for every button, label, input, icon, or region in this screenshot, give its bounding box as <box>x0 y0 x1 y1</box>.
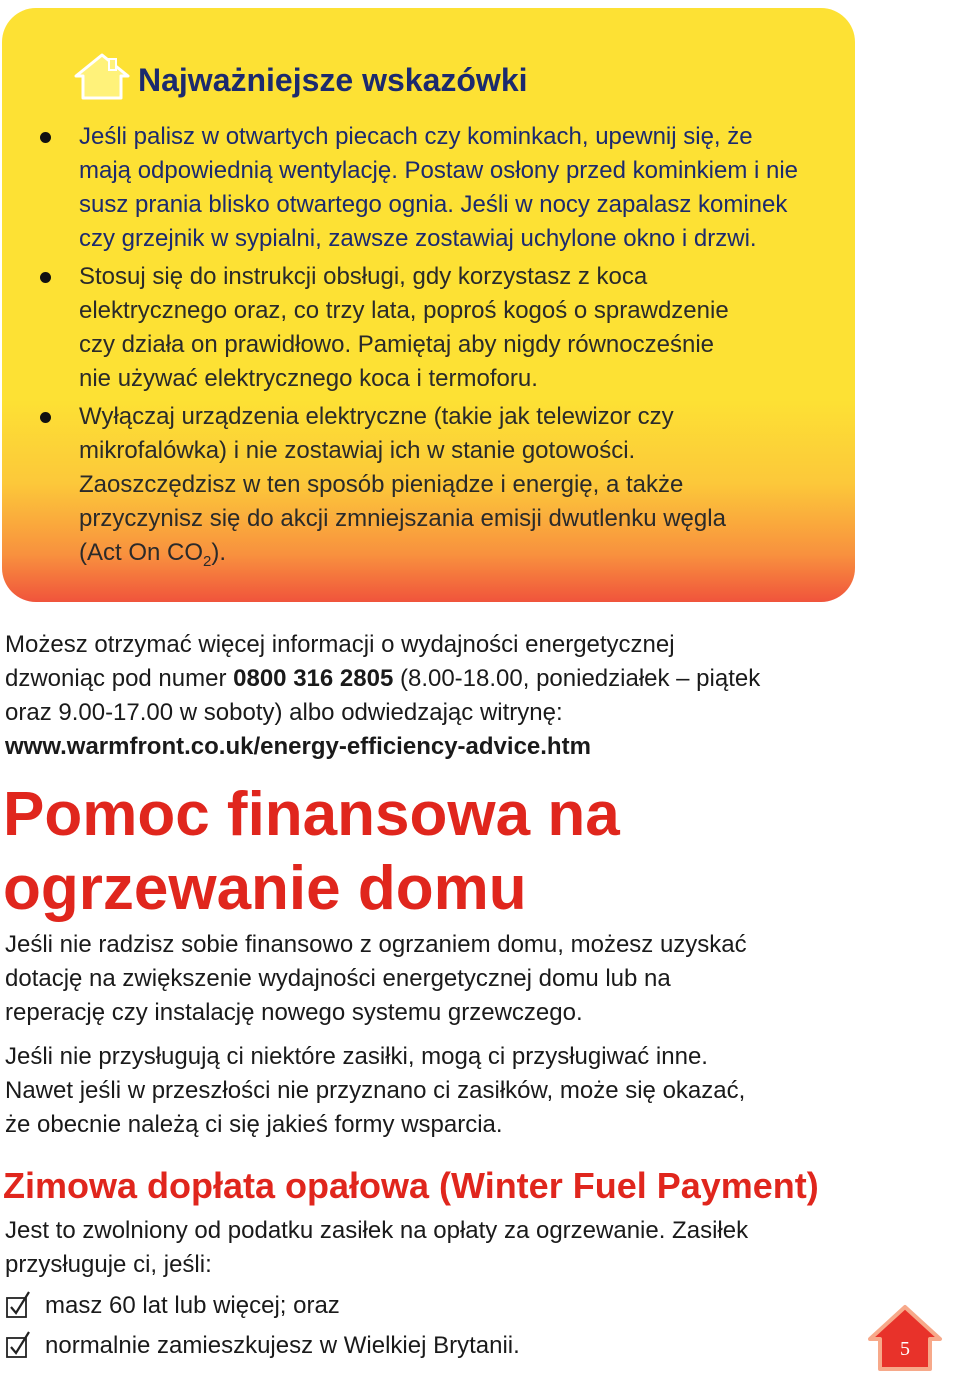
winter-fuel-heading: Zimowa dopłata opałowa (Winter Fuel Payment) <box>3 1165 819 1206</box>
financial-paragraph-2: Jeśli nie przysługują ci niektóre zasiłki, mogą ci przysługiwać inne. Nawet jeśli w przeszłości nie przyznano ci zasiłków, może się okazać, że obecnie należą ci się jakieś formy wsparcia. <box>5 1043 746 1138</box>
financial-paragraph-1: Jeśli nie radzisz sobie finansowo z ogrzaniem domu, możesz uzyskać dotację na zwiększenie wydajności energetycznej domu lub na reperację czy instalację nowego systemu grzewczego. <box>5 931 747 1026</box>
tip-item-electric-blanket: Stosuj się do instrukcji obsługi, gdy korzystasz z koca elektrycznego oraz, co trzy lata, poproś kogoś o sprawdzenie czy działa on prawidłowo. Pamiętaj aby nigdy równocześnie nie używać elektrycznego koca i termoforu. <box>32 260 832 396</box>
checklist-item: masz 60 lat lub więcej; oraz <box>5 1289 520 1323</box>
tips-title: Najważniejsze wskazówki <box>138 62 528 98</box>
house-icon <box>72 52 132 102</box>
bullet-icon <box>40 272 51 283</box>
bullet-icon <box>40 412 51 423</box>
checkbox-checked-icon <box>5 1330 31 1360</box>
eligibility-checklist <box>5 1289 520 1369</box>
phone-number: 0800 316 2805 <box>233 665 394 692</box>
bullet-icon <box>40 132 51 143</box>
tips-box <box>2 8 855 602</box>
checkbox-checked-icon <box>5 1290 31 1320</box>
tip-item-ventilation: Jeśli palisz w otwartych piecach czy kominkach, upewnij się, że mają odpowiednią wentylację. Postaw osłony przed kominkiem i nie susz prania blisko otwartego ognia. Jeśli w nocy zapalasz kominek czy grzejnik w sypialni, zawsze zostawiaj uchylone okno i drzwi. <box>32 120 832 256</box>
house-page-badge-icon <box>866 1303 944 1373</box>
financial-help-heading: Pomoc finansowa na ogrzewanie domu <box>3 780 620 923</box>
winter-fuel-paragraph: Jest to zwolniony od podatku zasiłek na opłaty za ogrzewanie. Zasiłek przysługuje ci, jeśli: <box>5 1217 749 1278</box>
page-number: 5 <box>900 1338 910 1360</box>
website-link[interactable]: www.warmfront.co.uk/energy-efficiency-advice.htm <box>5 733 591 760</box>
tip-item-standby: Wyłączaj urządzenia elektryczne (takie jak telewizor czy mikrofalówka) i nie zostawiaj ich w stanie gotowości. Zaoszczędzisz w ten sposób pieniądze i energię, a także przyczynisz się do akcji zmniejszania emisji dwutlenku węgla (Act On $CO_2$). <box>32 400 832 579</box>
checklist-item: normalnie zamieszkujesz w Wielkiej Brytanii. <box>5 1329 520 1363</box>
tips-list <box>32 120 832 583</box>
info-paragraph: Możesz otrzymać więcej informacji o wydajności energetycznej dzwoniąc pod numer 0800 316 2805 (8.00-18.00, poniedziałek – piątek oraz 9.00-17.00 w soboty) albo odwiedzając witrynę: www.warmfront.co.uk/energy-efficiency-advice.htm <box>5 631 761 760</box>
